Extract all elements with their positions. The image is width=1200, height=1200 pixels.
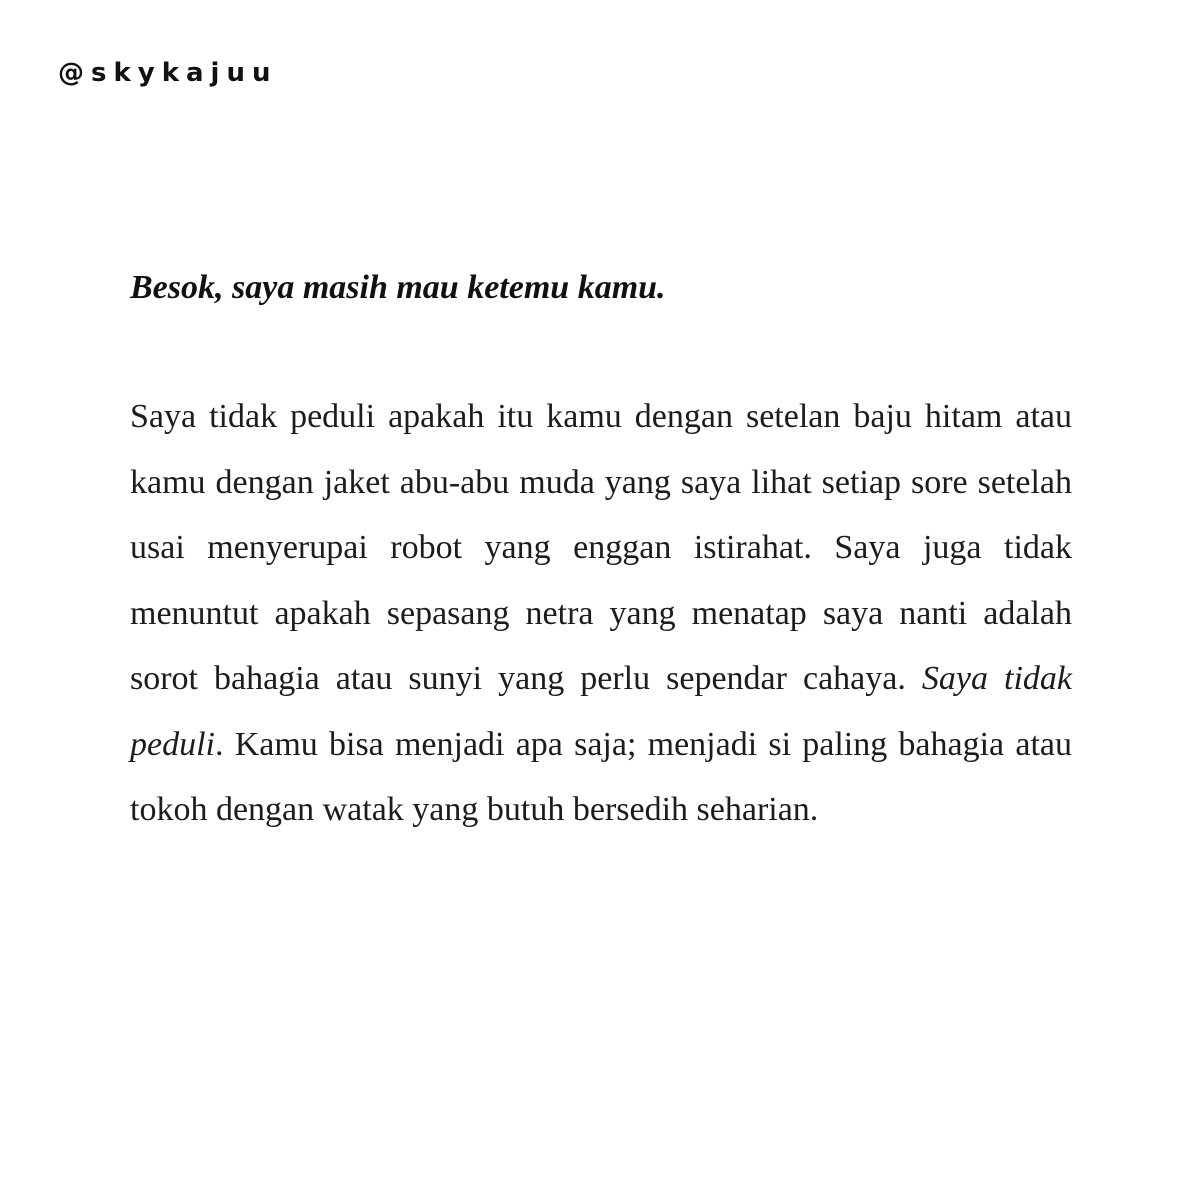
author-handle: @skykajuu (58, 58, 278, 88)
post-content (130, 262, 1072, 843)
paragraph-emphasis: Saya tidak peduli (130, 660, 1072, 763)
post-paragraph (130, 384, 1072, 843)
paragraph-text-part2: . Kamu bisa menjadi apa saja; menjadi si paling bahagia atau tokoh dengan watak yang butuh bersedih seharian. (130, 725, 1072, 828)
paragraph-text-part1: Saya tidak peduli apakah itu kamu dengan setelan baju hitam atau kamu dengan jaket abu-abu muda yang saya lihat setiap sore setelah usai menyerupai robot yang enggan istirahat. Saya juga tidak menuntut apakah sepasang netra yang menatap saya nanti adalah sorot bahagia atau sunyi yang perlu sependar cahaya. (130, 398, 1072, 697)
post-title: Besok, saya masih mau ketemu kamu. (130, 269, 666, 306)
